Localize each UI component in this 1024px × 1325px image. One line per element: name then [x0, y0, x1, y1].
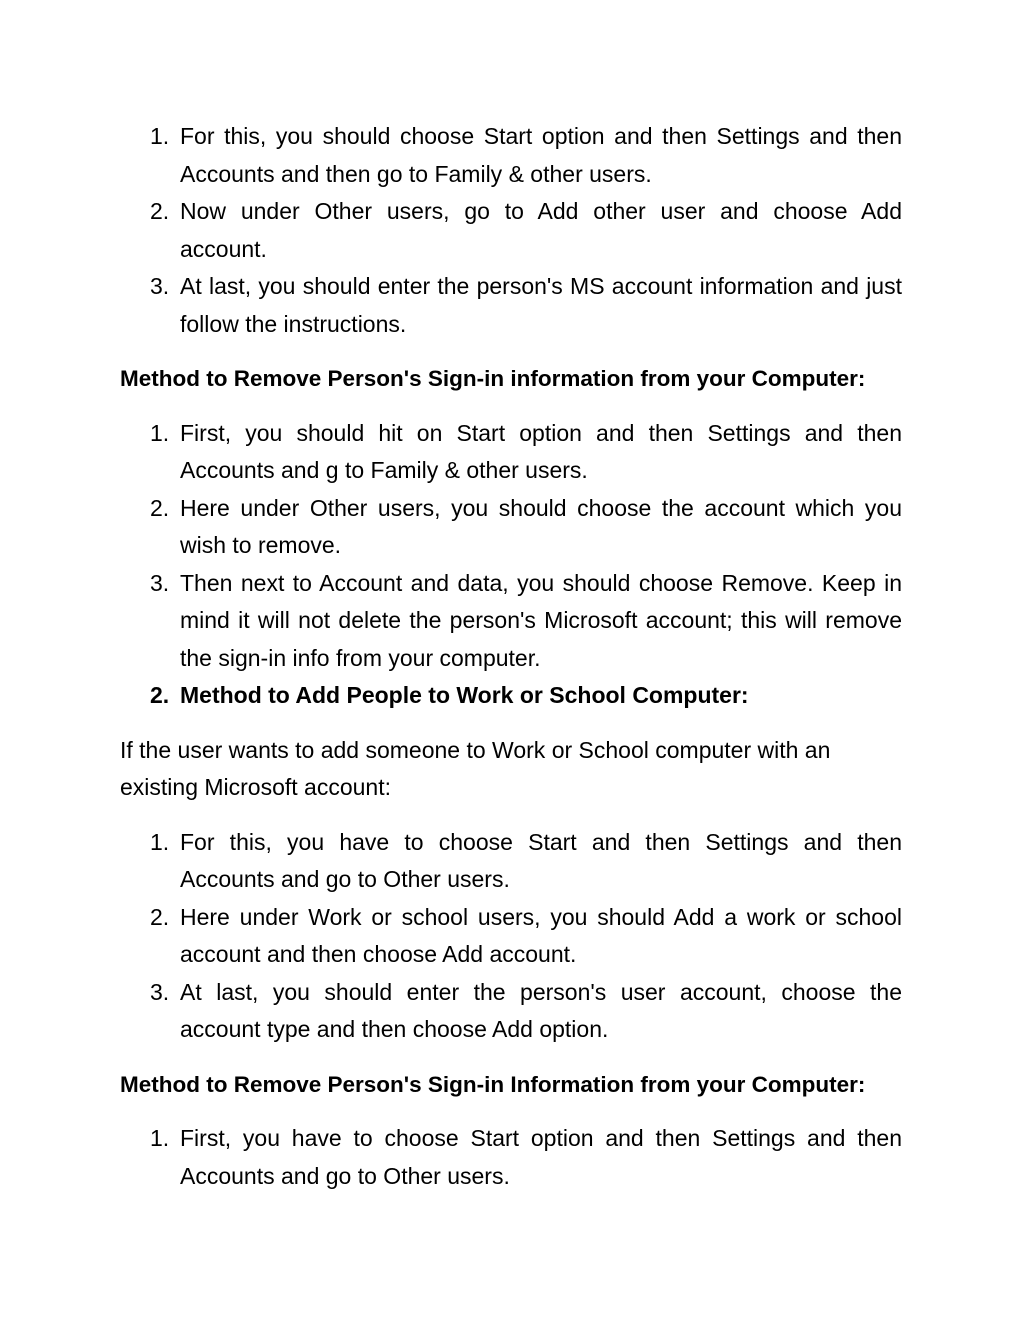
steps-list-remove-family [120, 415, 902, 715]
list-item [120, 193, 902, 268]
list-number: 1. [150, 419, 170, 446]
intro-paragraph: If the user wants to add someone to Work or School computer with an existing Microsoft account: [120, 736, 831, 800]
steps-list-remove-work [120, 1120, 902, 1195]
list-item [120, 415, 902, 490]
list-number: 2. [150, 682, 170, 708]
list-number: 2. [150, 494, 170, 521]
steps-list-add-family [120, 118, 902, 343]
section-heading-remove-signin-work: Method to Remove Person's Sign-in Information from your Computer: [120, 1071, 866, 1097]
list-number: 3. [150, 569, 170, 596]
list-text: First, you have to choose Start option and then Settings and then Accounts and go to Other users. [180, 1125, 902, 1189]
list-item [120, 268, 902, 343]
list-text: At last, you should enter the person's user account, choose the account type and then choose Add option. [180, 978, 902, 1042]
list-text: Method to Add People to Work or School Computer: [180, 682, 749, 708]
section-heading-remove-signin: Method to Remove Person's Sign-in information from your Computer: [120, 366, 866, 391]
list-number: 1. [150, 828, 170, 855]
list-text: First, you should hit on Start option and then Settings and then Accounts and g to Family & other users. [180, 419, 902, 483]
list-number: 2. [150, 198, 170, 224]
list-item [120, 824, 902, 899]
list-item [120, 899, 902, 974]
list-text: Here under Other users, you should choose the account which you wish to remove. [180, 494, 902, 558]
list-item [120, 1120, 902, 1195]
list-number: 1. [150, 1125, 170, 1151]
list-number: 1. [150, 123, 170, 149]
list-number: 3. [150, 978, 170, 1005]
document-page [120, 118, 902, 1195]
list-item [120, 118, 902, 193]
list-number: 2. [150, 903, 170, 930]
list-text: For this, you have to choose Start and then Settings and then Accounts and go to Other users. [180, 828, 902, 892]
list-number: 3. [150, 273, 170, 299]
list-text: Now under Other users, go to Add other user and choose Add account. [180, 198, 902, 262]
list-text: At last, you should enter the person's MS account information and just follow the instructions. [180, 273, 902, 337]
steps-list-add-work [120, 824, 902, 1049]
list-text: For this, you should choose Start option and then Settings and then Accounts and then go to Family & other users. [180, 123, 902, 187]
list-item [120, 974, 902, 1049]
list-text: Here under Work or school users, you should Add a work or school account and then choose Add account. [180, 903, 902, 967]
list-item [120, 565, 902, 678]
list-text: Then next to Account and data, you should choose Remove. Keep in mind it will not delete the person's Microsoft account; this will remove the sign-in info from your computer. [180, 569, 902, 671]
list-item-section-title [120, 677, 902, 715]
list-item [120, 490, 902, 565]
